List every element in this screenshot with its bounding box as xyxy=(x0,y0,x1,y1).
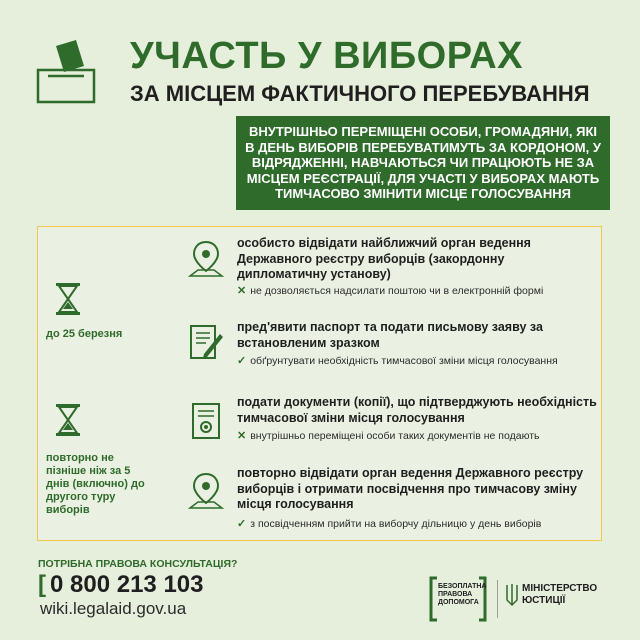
logo-divider xyxy=(497,580,498,618)
step-3-text: подати документи (копії), що підтверджують необхідність тимчасової зміни місця голосування xyxy=(237,395,597,425)
hourglass-icon xyxy=(54,403,82,437)
notice-banner: ВНУТРІШНЬО ПЕРЕМІЩЕНІ ОСОБИ, ГРОМАДЯНИ, ЯКІ В ДЕНЬ ВИБОРІВ ПЕРЕБУВАТИМУТЬ ЗА КОРДОНОМ, У ВІДРЯДЖЕННІ, НАВЧАЮТЬСЯ ЧИ ПРАЦЮЮТЬ НЕ ЗА МІСЦЕМ РЕЄСТРАЦІЇ, ДЛЯ УЧАСТІ У ВИБОРАХ МАЮТЬ ТИМЧАСОВО ЗМІНИТИ МІСЦЕ ГОЛОСУВАННЯ xyxy=(236,116,610,210)
trident-icon xyxy=(505,582,519,608)
step-2-note-text: обґрунтувати необхідність тимчасової зміни місця голосування xyxy=(250,355,558,367)
ministry-line-1: МІНІСТЕРСТВО xyxy=(522,583,598,594)
step-1-note xyxy=(237,285,602,298)
page-title: УЧАСТЬ У ВИБОРАХ xyxy=(130,35,524,77)
document-seal-icon xyxy=(186,401,226,441)
phone-number: 0 800 213 103 xyxy=(50,571,204,598)
step-4-note xyxy=(237,518,602,531)
step-2-note xyxy=(237,355,602,368)
location-pin-icon xyxy=(186,470,226,510)
step-3-note xyxy=(237,430,602,443)
step-2-text: пред'явити паспорт та подати письмову заяву за встановленим зразком xyxy=(237,320,543,350)
step-1-text: особисто відвідати найближчий орган ведення Державного реєстру виборців (закордонну дипломатичну установу) xyxy=(237,236,531,281)
check-icon: ✓ xyxy=(237,518,247,530)
ministry-logo xyxy=(522,583,612,607)
step-4-note-text: з посвідченням прийти на виборчу дільницю у день виборів xyxy=(250,518,542,530)
legal-aid-logo-text: БЕЗОПЛАТНА ПРАВОВА ДОПОМОГА xyxy=(438,583,487,606)
step-1-note-text: не дозволяється надсилати поштою чи в електронній формі xyxy=(250,285,544,297)
document-pen-icon xyxy=(186,322,226,362)
cross-icon: ✕ xyxy=(237,430,247,442)
ministry-line-2: ЮСТИЦІЇ xyxy=(522,595,566,606)
deadline-second: повторно не пізніше ніж за 5 днів (включно) до другого туру виборів xyxy=(46,452,145,516)
location-pin-icon xyxy=(186,238,226,278)
deadline-first: до 25 березня xyxy=(46,328,123,340)
page-subtitle: ЗА МІСЦЕМ ФАКТИЧНОГО ПЕРЕБУВАННЯ xyxy=(130,81,590,106)
step-3-note-text: внутрішньо переміщені особи таких документів не подають xyxy=(250,430,540,442)
step-4-text: повторно відвідати орган ведення Державного реєстру виборців і отримати посвідчення про тимчасову зміну місця голосування xyxy=(237,466,584,511)
bracket-mark: [ xyxy=(38,571,46,598)
check-icon: ✓ xyxy=(237,355,247,367)
consultation-question: ПОТРІБНА ПРАВОВА КОНСУЛЬТАЦІЯ? xyxy=(38,558,238,570)
ballot-box-icon xyxy=(34,36,98,106)
hourglass-icon xyxy=(54,282,82,316)
cross-icon: ✕ xyxy=(237,285,247,297)
hotline-phone[interactable] xyxy=(38,572,203,598)
website-link[interactable]: wiki.legalaid.gov.ua xyxy=(40,599,187,618)
legal-aid-logo xyxy=(428,576,488,622)
